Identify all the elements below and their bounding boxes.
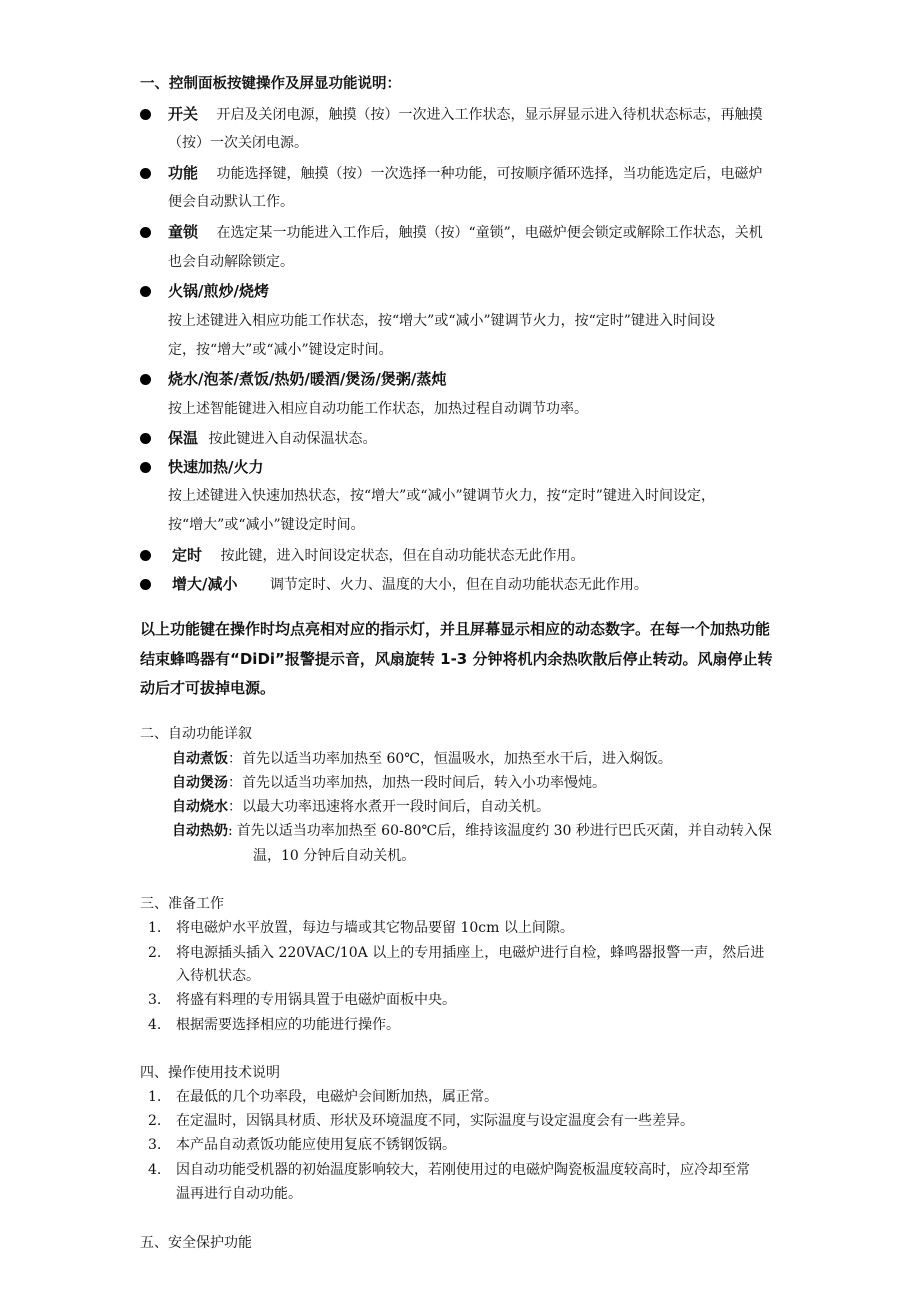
list-item — [172, 574, 648, 595]
function-separator: ： — [228, 775, 242, 791]
key-description: 按此键进入自动保温状态。 — [208, 431, 377, 447]
list-item — [148, 918, 574, 938]
key-description-cont: 便会自动默认工作。 — [168, 194, 294, 210]
list-item — [168, 281, 269, 302]
function-label: 自动煲汤 — [172, 775, 228, 791]
list-item — [148, 943, 764, 963]
item-text: 本产品自动煮饭功能应使用复底不锈钢饭锅。 — [176, 1137, 456, 1153]
key-description-cont: 定，按“增大”或“减小”键设定时间。 — [168, 342, 393, 358]
list-item — [148, 1111, 694, 1131]
key-description: 功能选择键，触摸（按）一次选择一种功能，可按顺序循环选择，当功能选定后，电磁炉 — [216, 166, 763, 182]
key-description-cont: （按）一次关闭电源。 — [168, 135, 308, 151]
list-item — [168, 163, 762, 184]
section3-title: 三、准备工作 — [140, 896, 224, 912]
list-item — [148, 1160, 750, 1180]
key-label: 火锅/煎炒/烧烤 — [168, 282, 269, 300]
key-description: 按上述键进入快速加热状态，按“增大”或“减小”键调节火力，按“定时”键进入时间设定， — [168, 488, 715, 504]
key-description: 按上述智能键进入相应自动功能工作状态，加热过程自动调节功率。 — [168, 401, 588, 417]
section4-title: 四、操作使用技术说明 — [140, 1065, 280, 1081]
key-label: 烧水/泡茶/煮饭/热奶/暖酒/煲汤/煲粥/蒸炖 — [168, 370, 447, 388]
list-item — [148, 1087, 498, 1107]
function-label: 自动烧水 — [172, 799, 228, 815]
item-number: 1. — [148, 1089, 162, 1105]
key-label: 增大/减小 — [172, 575, 238, 593]
function-description: 首先以适当功率加热至 60-80℃后，维持该温度约 30 秒进行巴氏灭菌，并自动转入保 — [236, 823, 772, 839]
function-separator: ： — [228, 799, 242, 815]
key-description: 调节定时、火力、温度的大小，但在自动功能状态无此作用。 — [269, 577, 648, 593]
item-text: 因自动功能受机器的初始温度影响较大，若刚使用过的电磁炉陶瓷板温度较高时，应冷却至常 — [176, 1162, 750, 1178]
key-description: 按此键，进入时间设定状态，但在自动功能状态无此作用。 — [220, 548, 585, 564]
key-description-cont: 按“增大”或“减小”键设定时间。 — [168, 517, 365, 533]
section5-title: 五、安全保护功能 — [140, 1235, 252, 1251]
section1-title: 一、控制面板按键操作及屏显功能说明： — [140, 76, 401, 92]
list-item — [148, 1135, 456, 1155]
key-label: 保温 — [168, 429, 199, 447]
function-label: 自动煮饭 — [172, 751, 228, 767]
key-description-cont: 也会自动解除锁定。 — [168, 254, 294, 270]
note-line: 结束蜂鸣器有“DiDi”报警提示音，风扇旋转 1-3 分钟将机内余热吹散后停止转动。风扇停止转 — [140, 650, 773, 668]
item-text: 在最低的几个功率段，电磁炉会间断加热，属正常。 — [176, 1089, 498, 1105]
list-item — [168, 104, 762, 125]
function-separator: : — [228, 823, 233, 839]
item-text: 在定温时，因锅具材质、形状及环境温度不同，实际温度与设定温度会有一些差异。 — [176, 1113, 694, 1129]
key-label: 定时 — [172, 546, 203, 564]
item-number: 3. — [148, 992, 162, 1008]
item-text: 将电源插头插入 220VAC/10A 以上的专用插座上，电磁炉进行自检，蜂鸣器报警一声，然后进 — [176, 945, 765, 961]
section2-title: 二、自动功能详叙 — [140, 726, 252, 742]
bullet-icon — [140, 168, 151, 179]
bullet-icon — [140, 286, 151, 297]
note-line: 以上功能键在操作时均点亮相对应的指示灯，并且屏幕显示相应的动态数字。在每一个加热功能 — [140, 620, 771, 638]
list-item — [168, 428, 376, 449]
bullet-icon — [140, 550, 151, 561]
bullet-icon — [140, 579, 151, 590]
key-description: 开启及关闭电源，触摸（按）一次进入工作状态，显示屏显示进入待机状态标志，再触摸 — [216, 107, 763, 123]
list-item — [172, 797, 550, 817]
item-number: 2. — [148, 1113, 162, 1129]
list-item — [148, 1015, 400, 1035]
key-label: 快速加热/火力 — [168, 458, 264, 476]
function-description: 首先以适当功率加热，加热一段时间后，转入小功率慢炖。 — [242, 775, 606, 791]
item-number: 3. — [148, 1137, 162, 1153]
bullet-icon — [140, 462, 151, 473]
item-text: 将电磁炉水平放置，每边与墙或其它物品要留 10cm 以上间隙。 — [176, 920, 574, 936]
key-label: 童锁 — [168, 223, 199, 241]
item-text: 根据需要选择相应的功能进行操作。 — [176, 1017, 400, 1033]
list-item — [172, 773, 606, 793]
key-label: 开关 — [168, 105, 199, 123]
item-number: 4. — [148, 1162, 162, 1178]
note-line: 动后才可拔掉电源。 — [140, 679, 276, 697]
item-text: 将盛有料理的专用锅具置于电磁炉面板中央。 — [176, 992, 456, 1008]
item-text-cont: 温再进行自动功能。 — [176, 1186, 302, 1202]
bullet-icon — [140, 374, 151, 385]
function-description: 以最大功率迅速将水煮开一段时间后，自动关机。 — [242, 799, 550, 815]
bullet-icon — [140, 227, 151, 238]
item-number: 1. — [148, 920, 162, 936]
bullet-icon — [140, 109, 151, 120]
function-label: 自动热奶 — [172, 823, 228, 839]
item-number: 4. — [148, 1017, 162, 1033]
item-number: 2. — [148, 945, 162, 961]
key-label: 功能 — [168, 164, 199, 182]
list-item — [172, 749, 672, 769]
item-text-cont: 入待机状态。 — [176, 968, 260, 984]
list-item — [172, 545, 584, 566]
list-item — [148, 990, 456, 1010]
key-description: 在选定某一功能进入工作后，触摸（按）“童锁”，电磁炉便会锁定或解除工作状态，关机 — [216, 225, 763, 241]
list-item — [168, 222, 763, 243]
function-separator: ： — [228, 751, 242, 767]
key-description: 按上述键进入相应功能工作状态，按“增大”或“减小”键调节火力，按“定时”键进入时间设 — [168, 313, 715, 329]
bullet-icon — [140, 433, 151, 444]
function-description: 首先以适当功率加热至 60℃，恒温吸水，加热至水干后，进入焖饭。 — [242, 751, 672, 767]
list-item — [168, 457, 263, 478]
function-description-cont: 温，10 分钟后自动关机。 — [253, 848, 416, 864]
list-item — [168, 369, 446, 390]
list-item — [172, 821, 772, 841]
